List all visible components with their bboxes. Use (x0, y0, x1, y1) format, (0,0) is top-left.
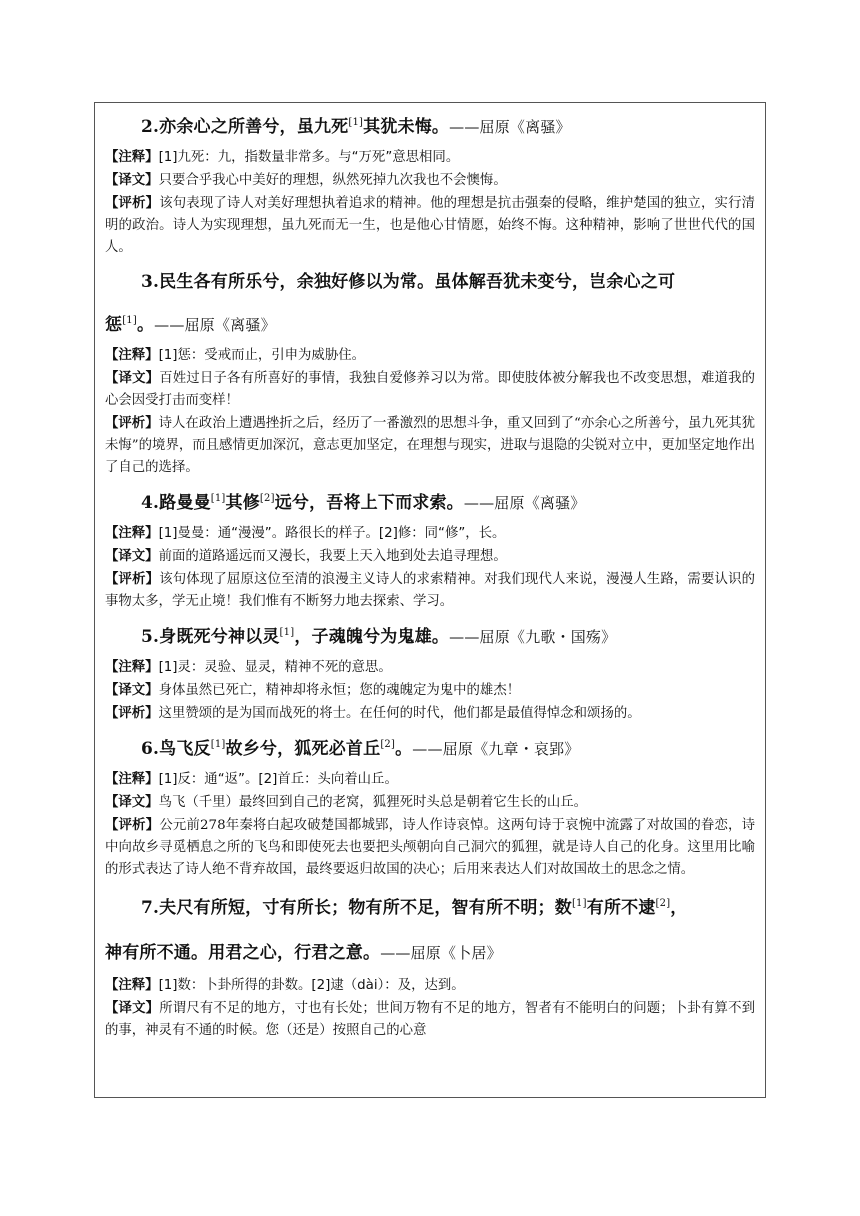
note-line (105, 975, 755, 997)
translation-text: 鸟飞（千里）最终回到自己的老窝，狐狸死时头总是朝着它生长的山丘。 (158, 795, 588, 810)
entry-6 (105, 729, 755, 881)
note-label: 【注释】 (105, 348, 159, 363)
note-line (105, 147, 755, 169)
footnote-marker: [1] (348, 117, 364, 128)
entry-3 (105, 259, 755, 479)
comment-line (105, 814, 755, 881)
comment-line (105, 568, 755, 613)
title-text: 6.鸟飞反 (141, 739, 211, 759)
translation-text: 所谓尺有不足的地方，寸也有长处；世间万物有不足的地方，智者有不能明白的问题；卜卦有算不到的事，神灵有不通的时候。您（还是）按照自己的心意 (105, 1001, 756, 1038)
title-text: 。 (395, 739, 413, 759)
title-text: 故乡兮，狐死必首丘 (225, 739, 381, 759)
comment-text: 诗人在政治上遭遇挫折之后，经历了一番激烈的思想斗争，重又回到了“亦余心之所善兮，虽九死其犹未悔”的境界，而且感情更加深沉，意志更加坚定，在理想与现实，进取与退隐的尖锐对立中，更加坚定地作出了自己的选择。 (105, 416, 756, 475)
translation-line (105, 679, 755, 702)
comment-line (105, 192, 755, 259)
note-label: 【注释】 (105, 150, 159, 165)
entry-title (105, 617, 755, 657)
translation-text: 只要合乎我心中美好的理想，纵然死掉九次我也不会懊悔。 (158, 173, 507, 188)
comment-label: 【评析】 (105, 817, 160, 833)
source-citation: ——屈原《九章・哀郢》 (412, 740, 580, 758)
entry-title (105, 483, 755, 523)
comment-text: 这里赞颂的是为国而战死的将士。在任何的时代，他们都是最值得悼念和颂扬的。 (158, 706, 641, 721)
translation-label: 【译文】 (105, 682, 159, 698)
title-text: 其犹未悔。 (363, 117, 450, 137)
note-label: 【注释】 (105, 660, 159, 675)
title-text: 4.路曼曼 (141, 493, 211, 513)
translation-text: 前面的道路遥远而又漫长，我要上天入地到处去追寻理想。 (158, 549, 507, 564)
title-text: 。 (136, 315, 155, 335)
title-text: 其修 (225, 493, 260, 513)
comment-label: 【评析】 (105, 705, 159, 721)
comment-label: 【评析】 (105, 195, 160, 211)
comment-text: 公元前278年秦将白起攻破楚国都城郢，诗人作诗哀悼。这两句诗于哀惋中流露了对故国的眷恋，诗中向故乡寻觅栖息之所的飞鸟和即使死去也要把头颅朝向自己洞穴的狐狸，就是诗人自己的化身。这里用比喻的形式表达了诗人绝不背弃故国，最终要返归故国的决心；后用来表达人们对故国故土的思念之情。 (105, 818, 756, 877)
entry-7 (105, 885, 755, 1042)
note-text: [1]数：卜卦所得的卦数。[2]逮（dài）：及，达到。 (158, 978, 465, 993)
translation-label: 【译文】 (105, 548, 159, 564)
note-label: 【注释】 (105, 526, 159, 541)
entry-title-continued (105, 931, 755, 975)
footnote-marker: [1] (279, 627, 295, 638)
title-text: 惩 (105, 315, 123, 335)
comment-text: 该句体现了屈原这位至清的浪漫主义诗人的求索精神。对我们现代人来说，漫漫人生路，需要认识的事物太多，学无止境！我们惟有不断努力地去探索、学习。 (105, 572, 756, 609)
source-citation: ——屈原《离骚》 (449, 118, 571, 136)
note-line (105, 345, 755, 367)
footnote-marker: [2] (259, 493, 275, 504)
source-citation: ——屈原《卜居》 (380, 944, 502, 962)
source-citation: ——屈原《离骚》 (154, 316, 276, 334)
title-text: 3.民生各有所乐兮，余独好修以为常。虽体解吾犹未变兮，岂余心之可 (141, 272, 676, 292)
footnote-marker: [2] (655, 898, 671, 909)
translation-label: 【译文】 (105, 1000, 160, 1016)
title-text: 远兮，吾将上下而求索。 (274, 493, 464, 513)
comment-label: 【评析】 (105, 571, 160, 587)
entry-5 (105, 617, 755, 725)
note-label: 【注释】 (105, 978, 159, 993)
translation-text: 身体虽然已死亡，精神却将永恒；您的魂魄定为鬼中的雄杰！ (158, 683, 521, 698)
title-text: 神有所不通。用君之心，行君之意。 (105, 943, 381, 963)
footnote-marker: [1] (122, 315, 137, 326)
translation-label: 【译文】 (105, 370, 160, 386)
note-label: 【注释】 (105, 772, 159, 787)
comment-line (105, 412, 755, 479)
comment-line (105, 702, 755, 725)
title-text: ，子魂魄兮为鬼雄。 (294, 627, 450, 647)
translation-label: 【译文】 (105, 794, 159, 810)
title-text: 有所不逮 (586, 898, 656, 918)
footnote-marker: [2] (380, 739, 396, 750)
title-text: ， (670, 898, 688, 918)
entry-title (105, 107, 755, 147)
translation-line (105, 545, 755, 568)
entry-2 (105, 107, 755, 259)
translation-text: 百姓过日子各有所喜好的事情，我独自爱修养习以为常。即使肢体被分解我也不改变思想，难道我的心会因受打击而变样！ (105, 371, 756, 408)
entry-title-continued (105, 305, 755, 345)
source-citation: ——屈原《九歌・国殇》 (449, 628, 617, 646)
note-text: [1]九死：九，指数量非常多。与“万死”意思相同。 (158, 150, 460, 165)
note-line (105, 769, 755, 791)
note-text: [1]反：通“返”。[2]首丘：头向着山丘。 (158, 772, 398, 787)
translation-line (105, 791, 755, 814)
note-text: [1]灵：灵验、显灵，精神不死的意思。 (158, 660, 392, 675)
entry-4 (105, 483, 755, 613)
comment-text: 该句表现了诗人对美好理想执着追求的精神。他的理想是抗击强秦的侵略，维护楚国的独立，实行清明的政治。诗人为实现理想，虽九死而无一生，也是他心甘情愿，始终不悔。这种精神，影响了世世代代的国人。 (105, 196, 756, 255)
translation-line (105, 169, 755, 192)
translation-line (105, 997, 755, 1042)
footnote-marker: [1] (210, 493, 226, 504)
title-text: 2.亦余心之所善兮，虽九死 (141, 117, 349, 137)
translation-line (105, 367, 755, 412)
entry-title (105, 885, 755, 931)
entry-title (105, 729, 755, 769)
source-citation: ——屈原《离骚》 (463, 494, 586, 512)
note-line (105, 523, 755, 545)
title-text: 5.身既死兮神以灵 (141, 627, 280, 647)
entry-title (105, 259, 755, 305)
translation-label: 【译文】 (105, 172, 159, 188)
title-text: 7.夫尺有所短，寸有所长；物有所不足，智有所不明；数 (141, 898, 572, 918)
footnote-marker: [1] (210, 739, 226, 750)
note-line (105, 657, 755, 679)
note-text: [1]惩：受戒而止，引申为威胁住。 (158, 348, 365, 363)
comment-label: 【评析】 (105, 415, 159, 431)
document-frame (94, 102, 766, 1098)
note-text: [1]曼曼：通“漫漫”。路很长的样子。[2]修：同“修”，长。 (158, 526, 506, 541)
footnote-marker: [1] (571, 898, 587, 909)
